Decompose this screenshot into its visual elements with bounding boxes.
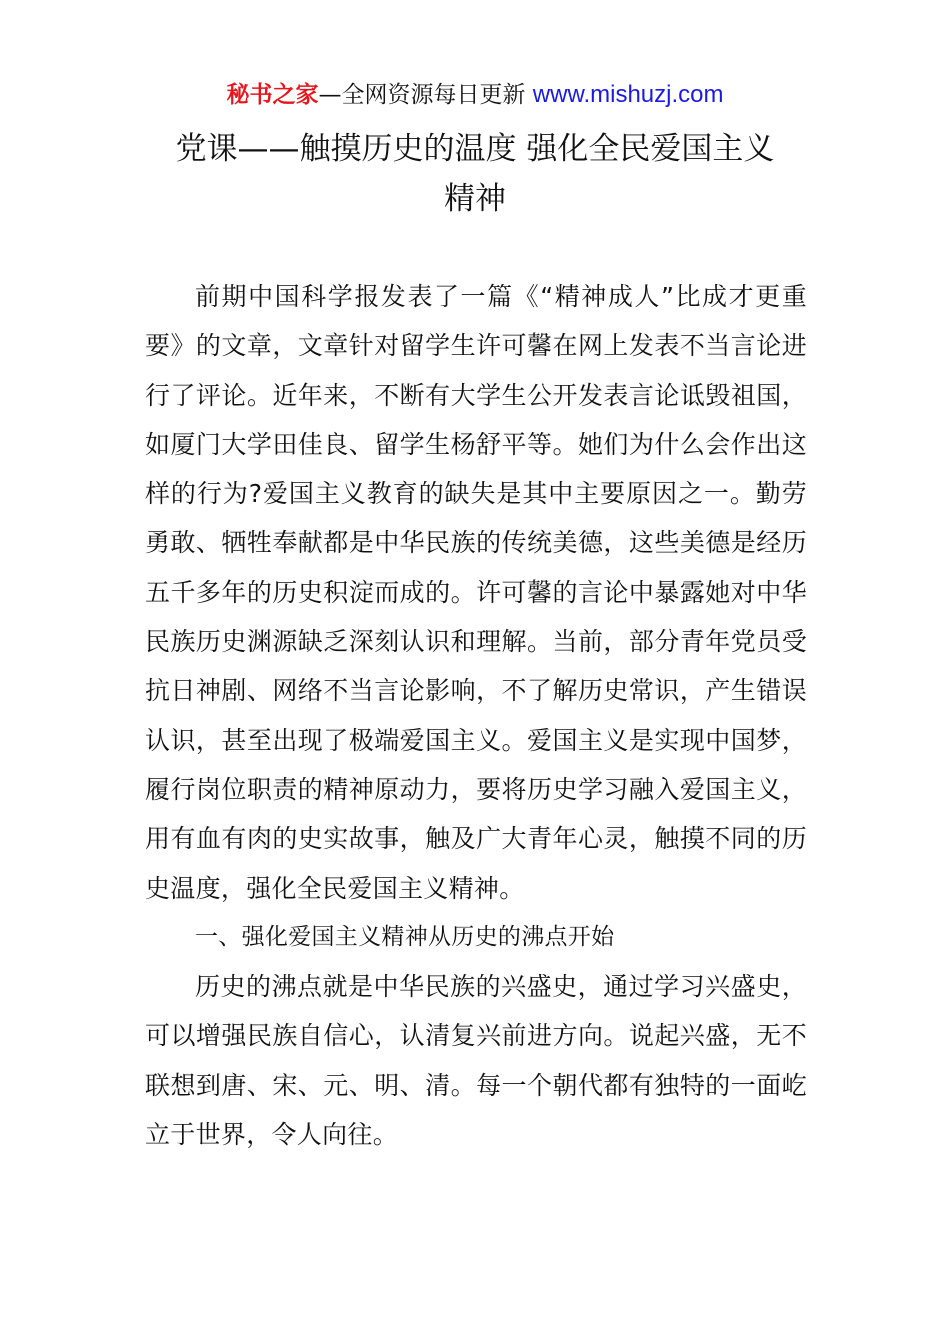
document-title xyxy=(130,124,820,224)
section-heading: 一、强化爱国主义精神从历史的沸点开始 xyxy=(195,923,615,950)
site-url-link[interactable]: www.mishuzj.com xyxy=(532,81,724,108)
body-paragraph-section-1: 历史的沸点就是中华民族的兴盛史，通过学习兴盛史，可以增强民族自信心，认清复兴前进方向。说起兴盛，无不联想到唐、宋、元、明、清。每一个朝代都有独特的一面屹立于世界，令人向往。 xyxy=(145,972,807,1150)
document-body xyxy=(145,272,807,1159)
site-tagline: —全网资源每日更新 xyxy=(318,82,526,108)
site-header xyxy=(0,78,950,112)
site-name: 秘书之家 xyxy=(226,82,319,108)
title-line-2: 精神 xyxy=(444,181,506,217)
body-paragraph-intro: 前期中国科学报发表了一篇《“精神成人”比成才更重要》的文章，文章针对留学生许可馨在网上发表不当言论进行了评论。近年来，不断有大学生公开发表言论诋毁祖国，如厦门大学田佳良、留学生杨舒平等。她们为什么会作出这样的行为?爱国主义教育的缺失是其中主要原因之一。勤劳勇敢、牺牲奉献都是中华民族的传统美德，这些美德是经历五千多年的历史积淀而成的。许可馨的言论中暴露她对中华民族历史渊源缺乏深刻认识和理解。当前，部分青年党员受抗日神剧、网络不当言论影响，不了解历史常识，产生错误认识，甚至出现了极端爱国主义。爱国主义是实现中国梦，履行岗位职责的精神原动力，要将历史学习融入爱国主义，用有血有肉的史实故事，触及广大青年心灵，触摸不同的历史温度，强化全民爱国主义精神。 xyxy=(145,282,807,903)
title-line-1: 党课——触摸历史的温度 强化全民爱国主义 xyxy=(175,131,775,167)
